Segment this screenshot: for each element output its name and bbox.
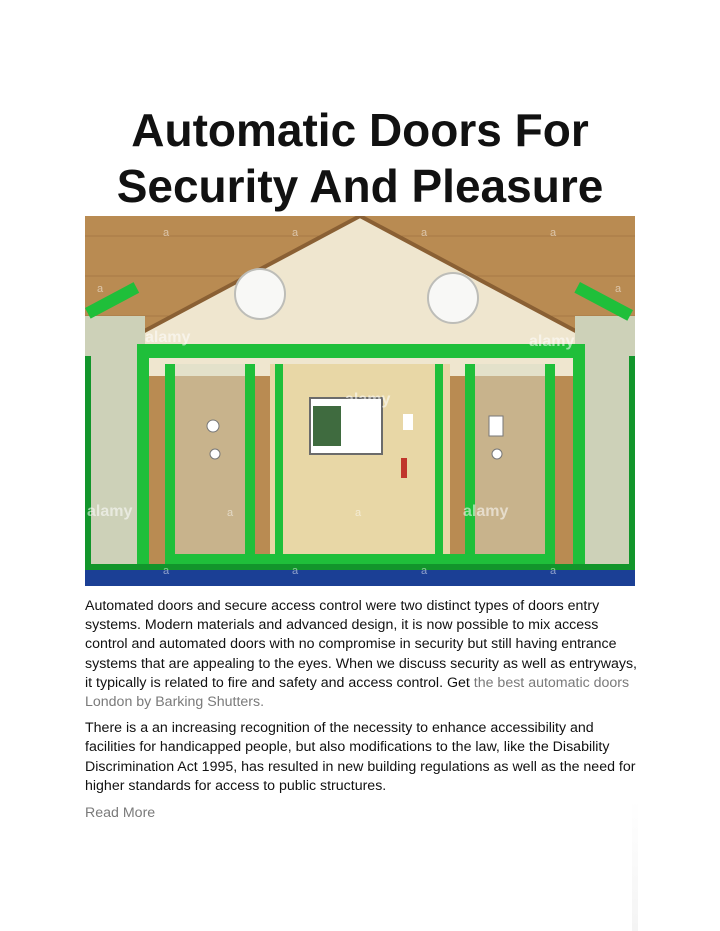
paragraph-1 [85, 597, 641, 712]
watermark-letter: a [163, 565, 170, 577]
watermark-text: alamy [145, 329, 191, 346]
watermark-letter: a [421, 227, 428, 239]
watermark-letter: a [421, 565, 428, 577]
watermark-text: alamy [345, 391, 391, 408]
watermark-letter: a [550, 565, 557, 577]
page-title: Automatic Doors For Security And Pleasure [116, 104, 604, 212]
watermark-letter: a [227, 507, 234, 519]
paragraph-2: There is a an increasing recognition of the necessity to enhance accessibility and facilities for handicapped people, but also modifications to the law, like the Disability Discrimination Act 1995, has resulted in new building regulations as well as the need for higher standards for access to public structures. [85, 720, 636, 794]
watermark-letter: a [615, 283, 622, 295]
watermark-text: alamy [463, 503, 509, 520]
watermark-letter: a [97, 283, 104, 295]
article-body [85, 597, 641, 823]
watermark-letter: a [163, 227, 170, 239]
page-edge-shade [632, 800, 638, 931]
read-more-link[interactable]: Read More [85, 805, 156, 822]
watermark-letter: a [292, 227, 299, 239]
watermark-text: alamy [87, 503, 133, 520]
hero-image [85, 216, 635, 586]
watermark-letter: a [292, 565, 299, 577]
barking-shutters-link[interactable]: the best automatic doors London by Barking Shutters. [85, 674, 630, 711]
paragraph-1-text: Automated doors and secure access control were two distinct types of doors entry systems. Modern materials and advanced design, it is now possible to mix access control and automated doors with no compromise in security but still having entrance systems that are appealing to the eyes. When we discuss security as well as entryways, it typically is related to fire and safety and access control. Get [85, 598, 637, 691]
watermark-letter: a [355, 507, 362, 519]
watermark-letter: a [550, 227, 557, 239]
watermark-text: alamy [529, 333, 575, 350]
